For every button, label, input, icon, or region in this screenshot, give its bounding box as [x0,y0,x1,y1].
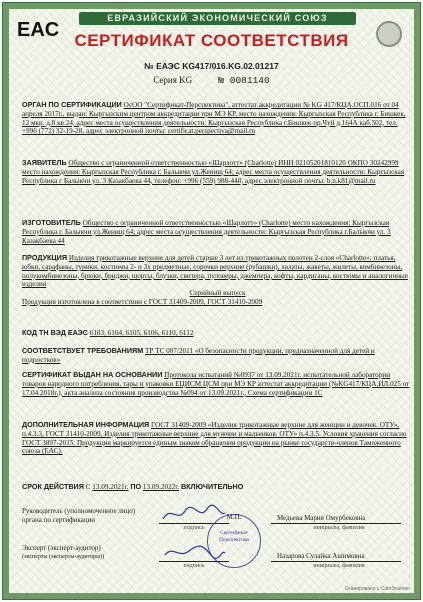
basis-text: Протокола испытаний №0937 от 13.09.2021г. испытательной лаборатории товаров народного потребления, тары и упаковки ЕЦИСМ ЦСМ при МЭ КР аттестат аккредитации (№KG417/КЦА.ИЛ.025 от 17.04.2018г.), акта анализа состояния производства №094 от 13.09.2021г., Схема сертификации 1С [22,371,410,397]
product-text: Изделия трикотажные верхние для детей старше 3 лет из трикотажных полотен 2-слоя «Charlotte»: платья, юбки, сарафаны, туники, костюмы 2- и 3х предметные, сорочки верхние (рубашки), халаты, жакеты, жилеты, комбинезоны, полукомбинезоны, брюки, бриджи, шорты, блузки, свитера, пуловеры, джемпера, кофты, кардиганы, костюмы и аналогичные изделия [22,254,408,289]
stamp-label: М.П. [226,513,242,521]
validity-to-prefix: ПО [130,482,142,491]
svg-text:EAC: EAC [17,19,60,41]
certificate-page [3,3,420,599]
expert-title-line-1: Эксперт (эксперт-аудитор) [22,544,101,552]
scanner-watermark: Сканировано с CamScanner [344,586,410,592]
certification-body-label: ОРГАН ПО СЕРТИФИКАЦИИ [22,100,122,109]
expert-signature-caption: подпись [183,563,205,569]
expert-name-line [271,561,401,562]
expert-signature-icon [159,541,229,563]
head-name-line [271,523,401,524]
manufacturer-section [22,219,413,245]
expert-name: Назарова Сулайка Ашимовна [277,552,365,560]
head-name: Медьева Мария Омурбековна [277,514,366,522]
hs-code-label: КОД ТН ВЭД ЕАЭС [22,328,88,337]
hs-code-text: 6103, 6104, 6105, 6106, 6110, 6112 [89,329,194,337]
manufacturer-label: ИЗГОТОВИТЕЛЬ [22,218,81,227]
product-label: ПРОДУКЦИЯ [22,253,68,262]
expert-name-caption: инициалы, фамилия [313,563,365,569]
series-label: Серия KG [153,75,193,85]
additional-info-label: ДОПОЛНИТЕЛЬНАЯ ИНФОРМАЦИЯ [22,420,150,429]
basis-section [22,371,413,397]
registration-number: № ЕАЭС KG417/016.KG.02.01217 [144,61,279,71]
applicant-section [22,159,413,185]
validity-label: СРОК ДЕЙСТВИЯ [22,482,84,491]
manufacturer-text: Общество с ограниченной ответственностью «Шарлотт» (Charlotte) место нахождения: Кыргызская Республика г. Балыкчи ул.Женищ 64; адрес места осуществления деятельности: Кыргызская Республика г.Балыкчи ул. 3 Казакбаева 44 [22,219,391,245]
applicant-text: Общество с ограниченной ответственностью «Шарлотт» (Charlotte) ИНН 02105201810120 ОКПО 30242999 место нахождения: Кыргызская Республика г. Балыкчи ул.Женищ 64; адрес места осуществления деятельности: Кыргызская Республика г Балыкчи ул. 3 Казакбаева 44, телефон: +996 (559) 988-448, адрес электронной почты: b.n.k81@mail.ru [22,159,405,185]
head-signature-caption: подпись [183,525,205,531]
stamp-text: Сертификат Перспектива [219,530,249,543]
union-title: ЕВРАЗИЙСКИЙ ЭКОНОМИЧЕСКИЙ СОЮЗ [79,12,356,25]
certification-body-text: ОсОО "Сертификат-Перспектива", аттестат аккредитации № KG 417/КЦА.ОСП.016 от 04 апреля 2017г., выдан: Кыргызским центром аккредитации при МЭ КР, место нахождения: Кыргызская Республика г. Бишкек, 12 мкр. д.8 кв.24, адрес места осуществления деятельности: Кыргызская Республика г.Бишкек пр.Чуй д.164А каб.502, тел. +996 (772) 32-19-28, адрес электронной почты: certificat.perspectiva@mail.ru [22,101,406,136]
applicant-label: ЗАЯВИТЕЛЬ [22,158,67,167]
certification-body-section [22,101,413,136]
validity-section [22,483,413,492]
validity-to: 13.09.2022г. [142,483,180,491]
requirements-text: ТР ТС 007/2011 «О безопасности продукции, предназначенной для детей и подростков» [22,347,375,364]
validity-suffix: ВКЛЮЧИТЕЛЬНО [180,482,244,491]
additional-info-section [22,421,413,456]
hs-code-section [22,329,413,338]
series-number: № 0081140 [218,75,270,86]
product-standards: Продукция изготовлена в соответствии с ГОСТ 31409-2009, ГОСТ 31410-2009 [22,297,263,306]
requirements-section [22,347,413,365]
head-signatory-title [22,507,135,524]
head-title-line-1: Руководитель (уполномоченное лицо) [22,507,136,515]
validity-from-prefix: С [85,483,91,491]
basis-label: СЕРТИФИКАТ ВЫДАН НА ОСНОВАНИИ [22,370,163,379]
validity-from: 13.09.2021г. [92,483,129,491]
requirements-label: СООТВЕТСТВУЕТ ТРЕБОВАНИЯМ [22,346,144,355]
head-name-caption: инициалы, фамилия [313,525,365,531]
expert-title-line-2: (эксперты (эксперты-аудиторы)) [22,553,105,560]
additional-info-text: ГОСТ 31409-2009 «Изделия трикотажные верхние для женщин и девочек. ОТУ», п.4.3.3, ГОСТ 31410-2009, Изделия трикотажные верхние для мужчин и мальчиков. ОТУ» п.4.3.5. Условия хранения согласно ГОСТ 3897-2015. Продукция маркируется единым знаком обращения продукции на рынке государств-членов Таможенного союза (ЕАС). [22,421,407,456]
expert-signatory-title [22,544,104,561]
head-title-line-2: органа по сертификации [22,515,96,524]
product-section [22,254,413,307]
series-line [9,75,414,86]
product-serial: Серийный выпуск [189,289,246,298]
certificate-title: СЕРТИФИКАТ СООТВЕТСТВИЯ [74,31,349,50]
